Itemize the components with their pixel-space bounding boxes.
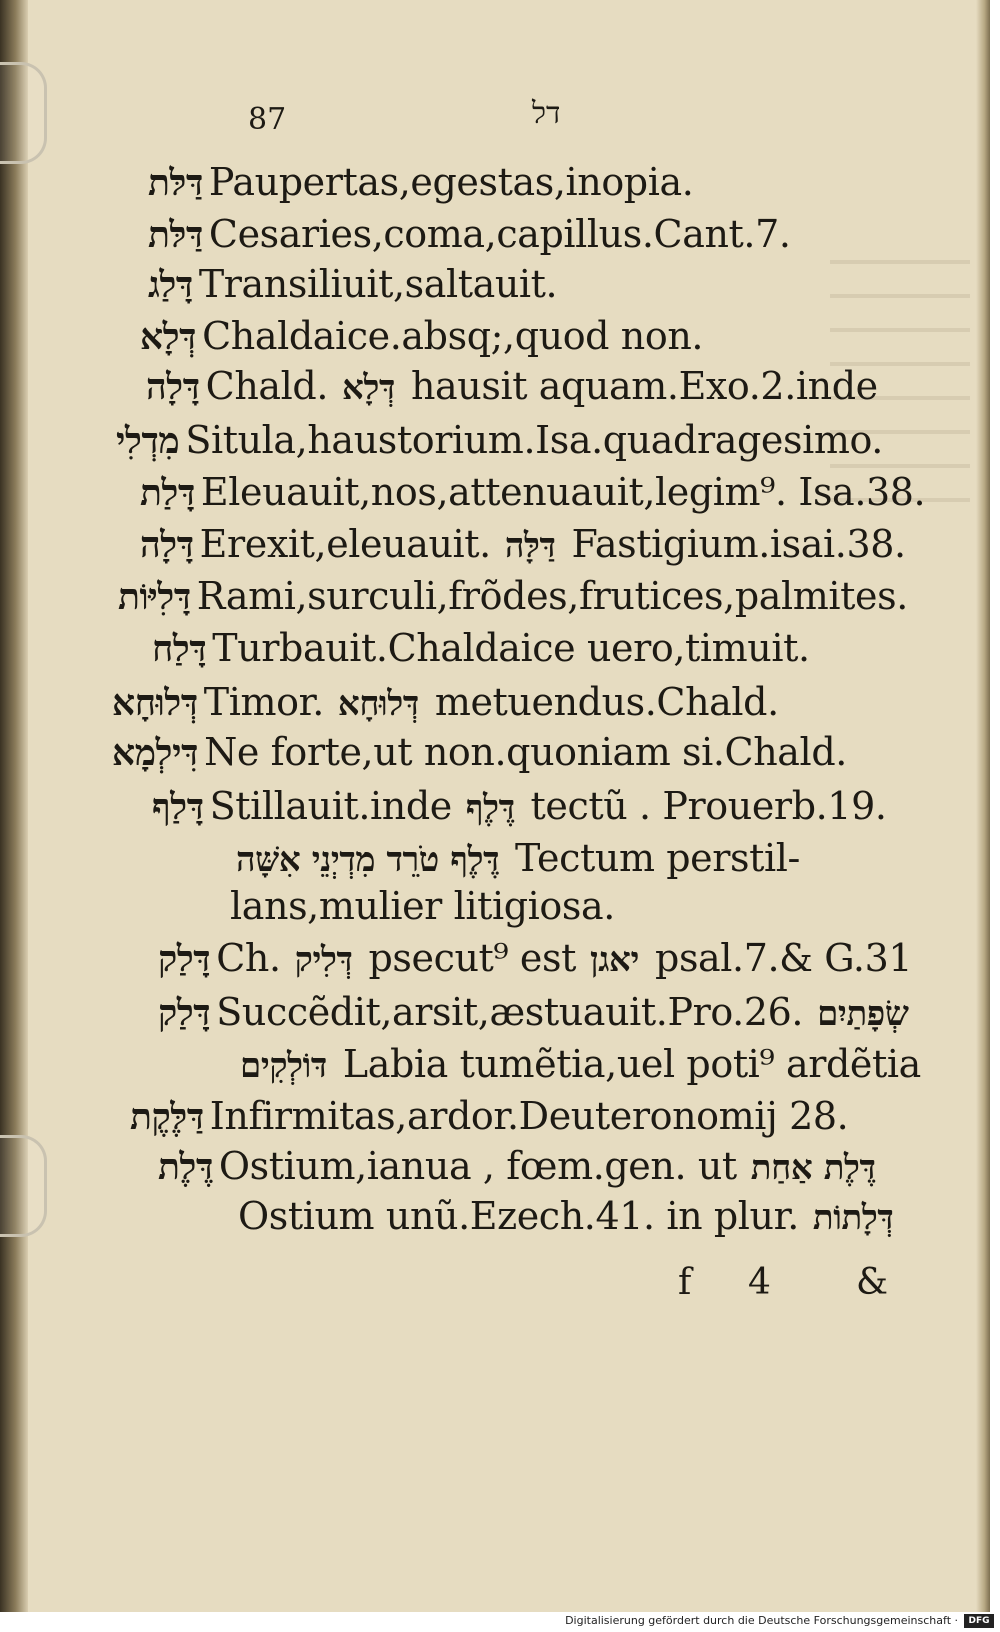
hebrew-phrase: דּוֹלְקִים (240, 1046, 327, 1086)
footer-credit: Digitalisierung gefördert durch die Deutsche Forschungsgemeinschaft · (565, 1614, 958, 1627)
hebrew-lemma: דַּלּת (148, 162, 203, 204)
running-head: דל (532, 96, 561, 131)
entry-line (158, 990, 923, 1036)
hebrew-lemma: דָּלַף (152, 786, 204, 828)
latin-gloss: Ne forte,ut non.quoniam si.Chald. (204, 730, 847, 774)
hebrew-lemma: דַּלֶּקֶת (130, 1096, 204, 1138)
latin-gloss: Paupertas,egestas,inopia. (208, 160, 694, 204)
entry-line (112, 730, 847, 776)
entry-line (118, 574, 908, 620)
hebrew-inline: דֶּלֶת אַחַת (750, 1148, 876, 1188)
page-edge (976, 0, 990, 1612)
hebrew-lemma: דְּלָא (140, 316, 197, 358)
latin-gloss: lans,mulier litigiosa. (230, 884, 615, 928)
entry-line (152, 784, 887, 830)
latin-gloss: psal.7.& G.31 (655, 936, 913, 980)
hebrew-phrase: דֶּלֶף טֹרֵד מִדְיְנֵי אִשָּׁה (236, 840, 500, 880)
latin-gloss: Chaldaice.absq;,quod non. (202, 314, 704, 358)
latin-gloss: Turbauit.Chaldaice uero,timuit. (212, 626, 810, 670)
hebrew-lemma: דֶּלֶת (158, 1146, 213, 1188)
clip-middle (0, 1135, 47, 1237)
hebrew-inline: יאגן (589, 940, 640, 980)
hebrew-inline: דְּלָתוֹת (812, 1198, 894, 1238)
latin-gloss: Infirmitas,ardor.Deuteronomij 28. (209, 1094, 849, 1138)
hebrew-lemma: דָּלָה (146, 366, 200, 408)
latin-gloss: psecut⁹ est (368, 936, 576, 980)
latin-gloss: Ch. (216, 936, 281, 980)
entry-line (158, 936, 912, 982)
entry-line (116, 418, 883, 464)
hebrew-lemma: דָּלִיּוֹת (118, 576, 191, 618)
latin-gloss: Chald. (205, 364, 329, 408)
latin-gloss: Transiliuit,saltauit. (198, 262, 558, 306)
hebrew-lemma: דַּלּת (148, 214, 203, 256)
hebrew-inline: דְּלִיק (294, 940, 353, 980)
entry-line (140, 314, 703, 360)
hebrew-lemma: דָּלָה (140, 524, 194, 566)
clip-top (0, 62, 47, 164)
entry-line (130, 1094, 848, 1140)
hebrew-lemma: דָּלַק (158, 992, 211, 1034)
hebrew-lemma: דָּלַת (140, 472, 195, 514)
entry-line (146, 364, 878, 410)
entry-line (140, 522, 906, 568)
entry-line (236, 1194, 907, 1240)
latin-gloss: Labia tumẽtia,uel poti⁹ ardẽtia (342, 1042, 921, 1086)
hebrew-inline: דַּלָּה (504, 526, 556, 566)
hebrew-lemma: דָּלַח (152, 628, 207, 670)
hebrew-lemma: דִּילְמָא (112, 732, 199, 774)
spine-shadow (0, 0, 28, 1612)
latin-gloss: Erexit,eleuauit. (199, 522, 491, 566)
entry-line (158, 1144, 890, 1190)
latin-gloss: Ostium unũ.Ezech.41. in plur. (238, 1194, 799, 1238)
latin-gloss: Tectum perstil- (515, 836, 800, 880)
hebrew-inline: דְּלוּחָא (337, 684, 419, 724)
catchword: & (856, 1262, 889, 1303)
entry-line (148, 212, 791, 258)
latin-gloss: Succẽdit,arsit,æstuauit.Pro.26. (216, 990, 804, 1034)
folio-number: 87 (248, 102, 287, 137)
latin-gloss: Eleuauit,nos,attenuauit,legim⁹. Isa.38. (200, 470, 926, 514)
entry-line (226, 1042, 921, 1088)
latin-gloss: Situla,haustorium.Isa.quadragesimo. (185, 418, 883, 462)
hebrew-lemma: מִדְלִי (116, 420, 180, 462)
hebrew-lemma: דָּלַג (148, 264, 193, 306)
latin-gloss: Timor. (203, 680, 324, 724)
entry-line (140, 470, 925, 516)
latin-gloss: metuendus.Chald. (434, 680, 779, 724)
latin-gloss: Ostium,ianua , fœm.gen. ut (218, 1144, 737, 1188)
hebrew-inline: דְּלָא (342, 368, 395, 408)
entry-line (222, 836, 800, 882)
signature-number: 4 (748, 1262, 771, 1303)
hebrew-lemma: דָּלַק (158, 938, 211, 980)
latin-gloss: tectũ . Prouerb.19. (530, 784, 887, 828)
hebrew-lemma: דְּלוּחָא (112, 682, 198, 724)
latin-gloss: Cesaries,coma,capillus.Cant.7. (208, 212, 791, 256)
latin-gloss: Fastigium.isai.38. (571, 522, 906, 566)
hebrew-inline: דֶּלֶף (465, 788, 515, 828)
dfg-logo: DFG (964, 1614, 994, 1628)
entry-line (112, 680, 779, 726)
entry-line (148, 262, 557, 308)
entry-line (148, 160, 693, 206)
signature-letter: f (678, 1262, 692, 1303)
latin-gloss: hausit aquam.Exo.2.inde (410, 364, 878, 408)
hebrew-inline: שְׂפָתַיִם (817, 994, 909, 1034)
entry-line (228, 884, 615, 930)
latin-gloss: Stillauit.inde (209, 784, 452, 828)
entry-line (152, 626, 810, 672)
latin-gloss: Rami,surculi,frõdes,frutices,palmites. (196, 574, 908, 618)
